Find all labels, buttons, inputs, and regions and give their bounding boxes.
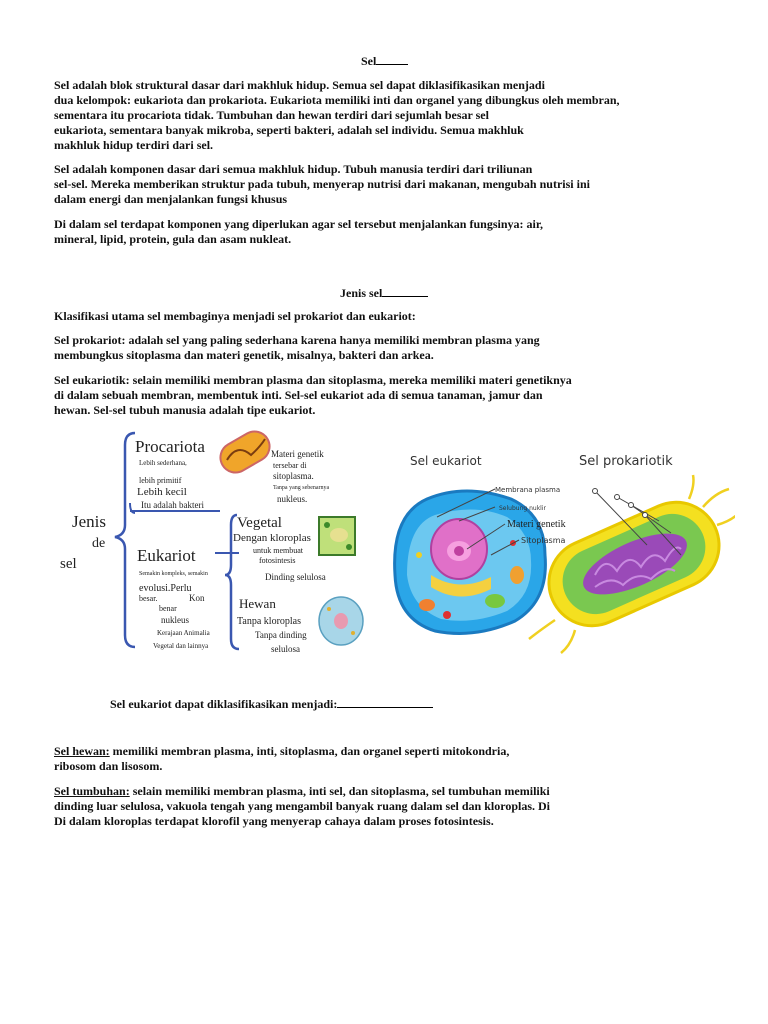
note: Tanpa dinding — [255, 630, 307, 640]
term-sel-tumbuhan: Sel tumbuhan: — [54, 784, 130, 798]
paragraph: Klasifikasi utama sel membaginya menjadi sel prokariot dan eukariot: — [54, 309, 416, 323]
procariota-label: Procariota — [135, 437, 205, 456]
note: Kon — [189, 593, 205, 603]
note: nukleus — [161, 615, 189, 625]
note: selulosa — [271, 644, 300, 654]
term-sel-hewan: Sel hewan: — [54, 744, 110, 758]
note: Lebih sederhana, — [139, 459, 187, 467]
label-selubung-nuklir: Selubung nuklir — [499, 505, 546, 512]
label-membrana-plasma: Membrana plasma — [495, 486, 561, 494]
paragraph: Sel adalah komponen dasar dari semua makhluk hidup. Tubuh manusia terdiri dari triliunan sel-sel. Mereka memberikan struktur pada tubuh, menyerap nutrisi dari makanan, mengubah nutrisi ini dalam energi dan menjalankan fungsi khusus — [54, 162, 590, 206]
cell-types-figure — [55, 425, 735, 665]
note: Lebih kecil — [137, 486, 187, 498]
note: Kerajaan Animalia — [157, 629, 210, 637]
note: sitoplasma. — [273, 471, 314, 481]
paragraph-sel-hewan: Sel hewan: memiliki membran plasma, inti, sitoplasma, dan organel seperti mitokondria, ribosom dan lisosom. — [54, 744, 510, 773]
paragraph-sel-tumbuhan: Sel tumbuhan: selain memiliki membran plasma, inti sel, dan sitoplasma, sel tumbuhan memiliki dinding luar selulosa, vakuola tengah yang mengambil banyak ruang dalam sel dan kloroplas. Di Di dalam kloroplas terdapat klorofil yang menyerap cahaya dalam proses fotosintesis. — [54, 784, 551, 828]
main-bracket — [115, 433, 135, 647]
hewan-label: Hewan — [239, 596, 276, 611]
note: Semakin kompleks, semakin — [139, 571, 208, 577]
note: evolusi.Perlu — [139, 583, 192, 594]
note: lebih primitif — [139, 476, 182, 485]
sel-prokariotik-title: Sel prokariotik — [579, 454, 673, 469]
prokaryote-small-cell — [215, 426, 275, 478]
label-materi-genetik: Materi genetik — [507, 519, 566, 530]
eukaryotic-cell — [395, 491, 546, 633]
animal-cell-small — [319, 597, 363, 645]
paragraph: Di dalam sel terdapat komponen yang diperlukan agar sel tersebut menjalankan fungsinya: air, mineral, lipid, protein, gula dan asam nukleat. — [54, 217, 544, 246]
note: fotosintesis — [259, 556, 296, 565]
note: Tanpa kloroplas — [237, 616, 302, 627]
note: benar — [159, 604, 177, 613]
plant-cell-small — [319, 517, 355, 555]
note: tersebar di — [273, 461, 307, 470]
note: Dinding selulosa — [265, 572, 326, 582]
paragraph: Sel prokariot: adalah sel yang paling sederhana karena hanya memiliki membran plasma yang membungkus sitoplasma dan materi genetik, misalnya, bakteri dan arkea. — [54, 333, 540, 362]
note: untuk membuat — [253, 546, 303, 555]
vegetal-label: Vegetal — [237, 515, 282, 531]
note: Itu adalah bakteri — [141, 500, 204, 510]
paragraph: Sel adalah blok struktural dasar dari makhluk hidup. Semua sel dapat diklasifikasikan menjadi dua kelompok: eukariota dan prokariota. Eukariota memiliki inti dan organel yang dibungkus oleh membran, sementara itu procariota tidak. Tumbuhan dan hewan terdiri dari sejumlah besar sel eukariota, sementara banyak mikroba, seperti bakteri, adalah sel individu. Semua makhluk makhluk hidup terdiri dari sel. — [54, 78, 620, 152]
note: nukleus. — [277, 494, 308, 504]
paragraph: Sel eukariotik: selain memiliki membran plasma dan sitoplasma, mereka memiliki materi genetiknya di dalam sebuah membran, membentuk inti. Sel-sel eukariot ada di semua tanaman, jamur dan hewan. Sel-sel tubuh manusia adalah tipe eukariot. — [54, 373, 572, 417]
de-label: de — [92, 536, 106, 551]
jenis-label: Jenis — [72, 512, 106, 531]
prokaryotic-cell — [529, 475, 735, 653]
note: Tanpa yang sebenarnya — [273, 485, 330, 491]
note: besar. — [139, 594, 158, 603]
eukariot-label: Eukariot — [137, 546, 196, 565]
sel-eukariot-title: Sel eukariot — [410, 454, 482, 468]
section-heading-jenis-sel: Jenis sel — [340, 285, 428, 301]
label-sitoplasma: Sitoplasma — [521, 536, 566, 545]
note: Vegetal dan lainnya — [153, 642, 209, 650]
note: Dengan kloroplas — [233, 532, 311, 544]
note: Materi genetik — [271, 449, 324, 459]
section-heading-sel: Sel — [361, 53, 408, 69]
sel-label: sel — [60, 556, 77, 572]
section-heading-klasifikasi: Sel eukariot dapat diklasifikasikan menjadi: — [110, 696, 433, 712]
